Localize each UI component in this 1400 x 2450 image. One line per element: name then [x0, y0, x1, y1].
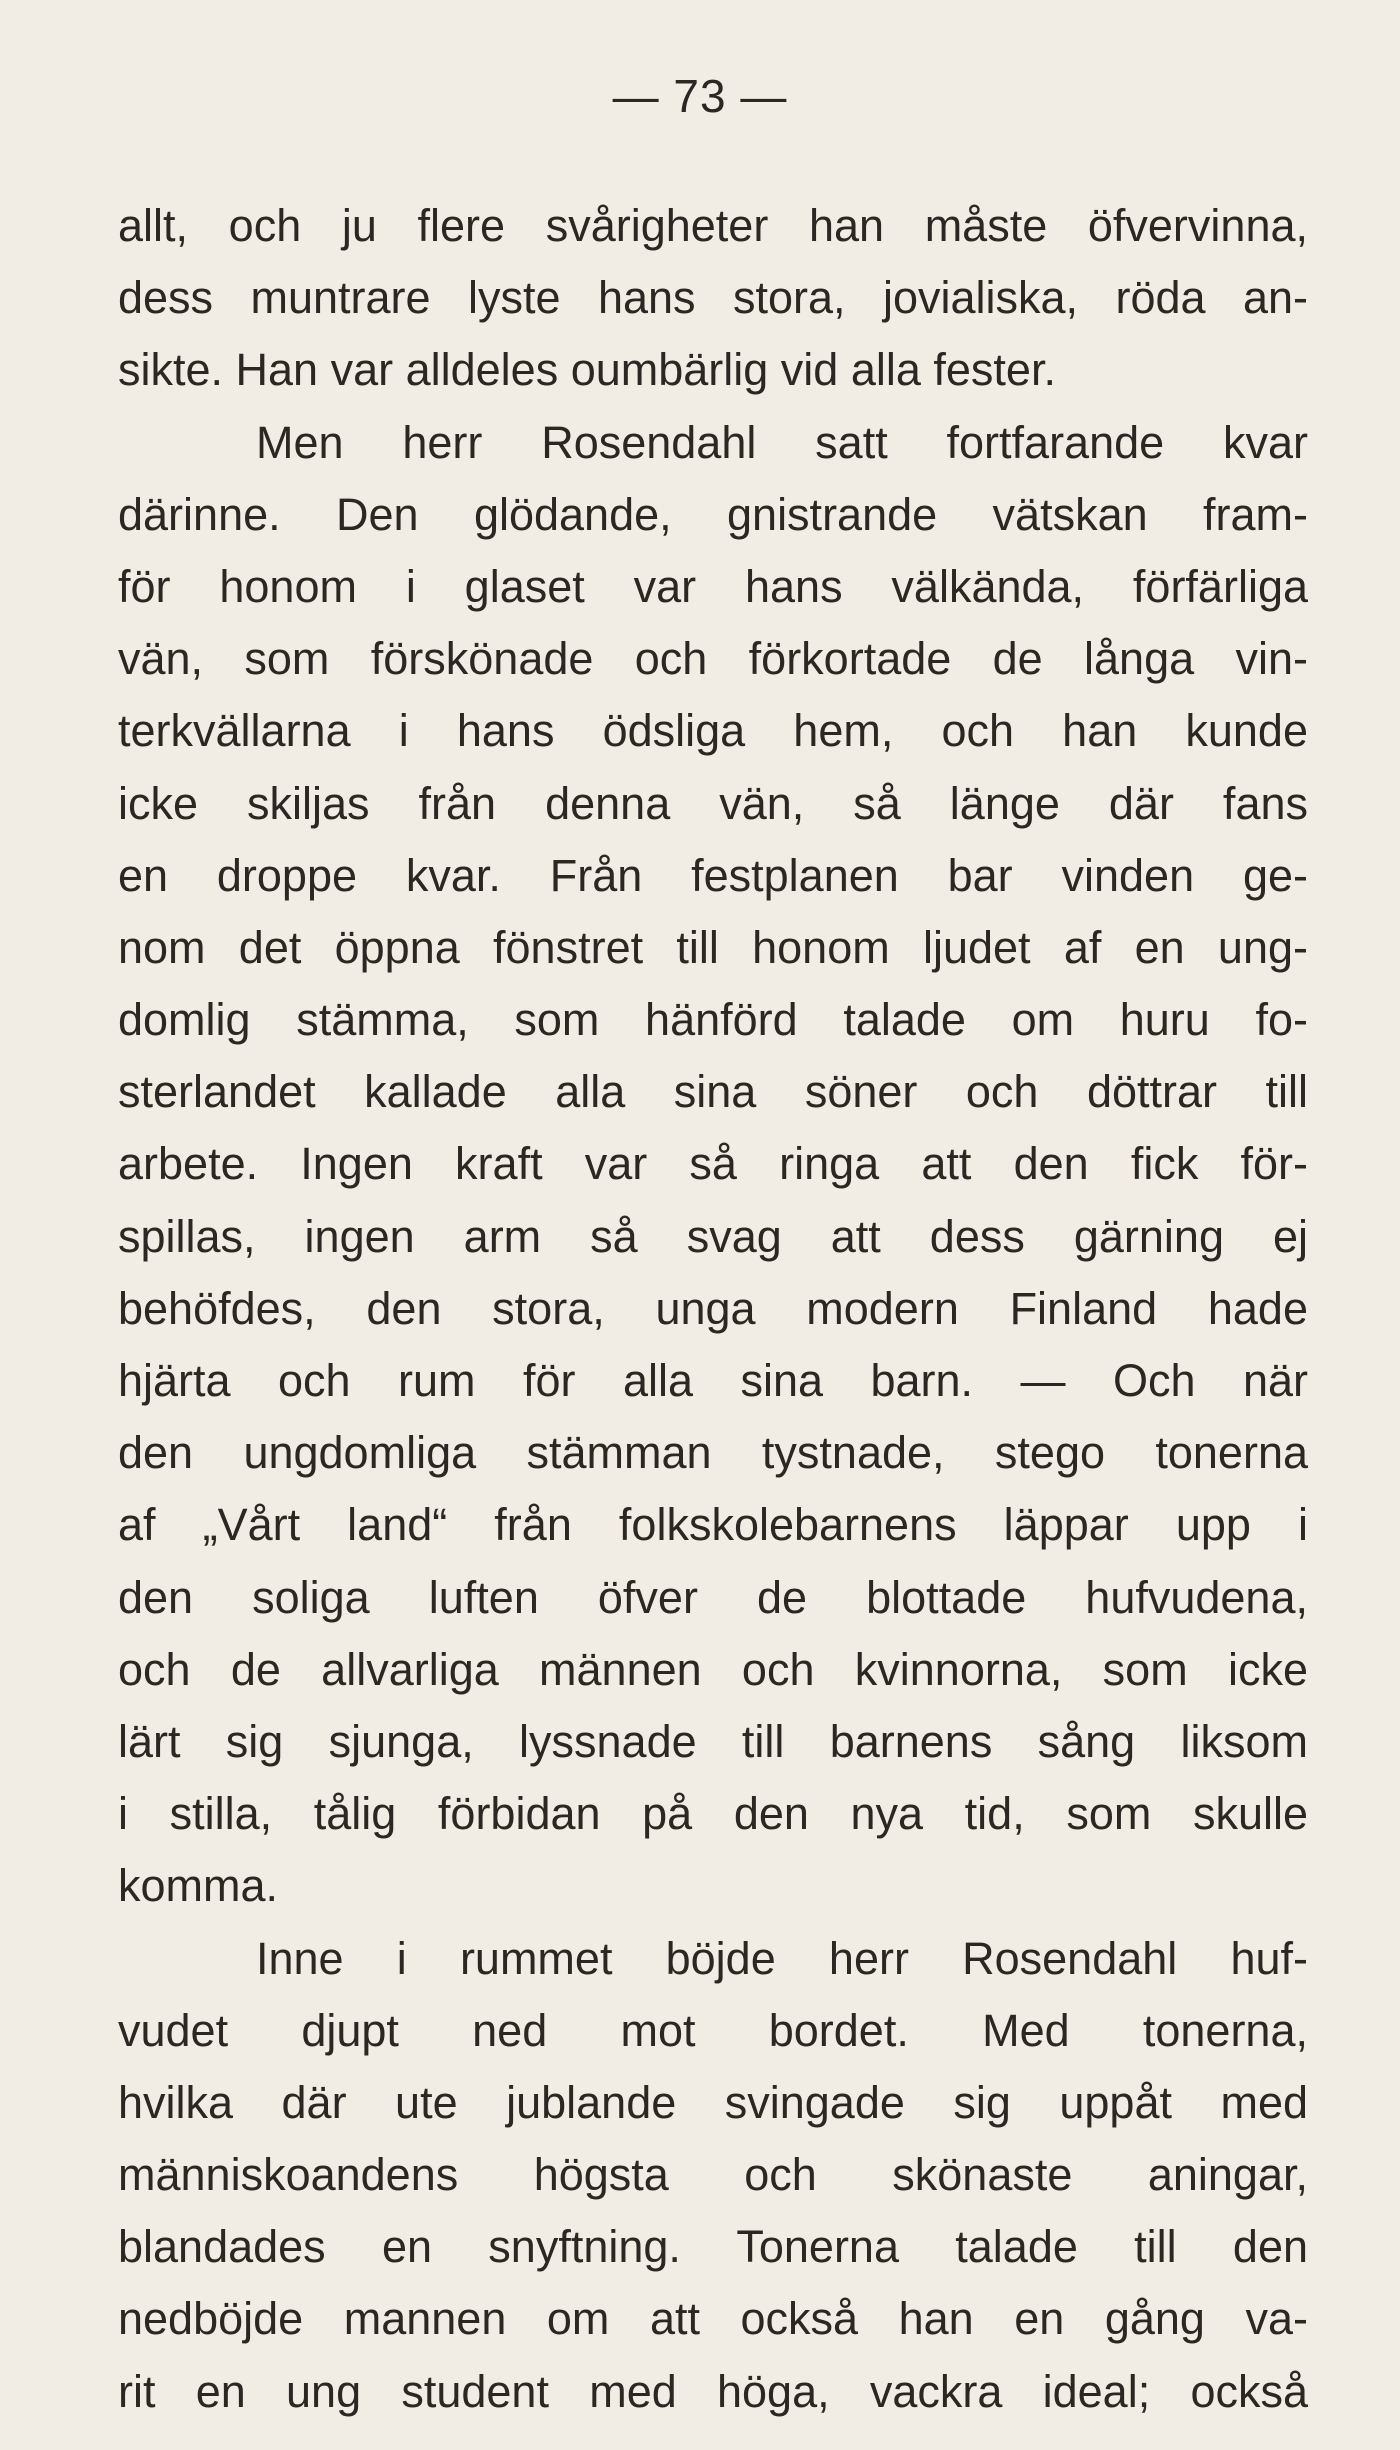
text-line: därinne. Den glödande, gnistrande vätskan fram- — [118, 488, 1308, 540]
text-line: terkvällarna i hans ödsliga hem, och han kunde — [118, 705, 1308, 757]
text-line: nedböjde mannen om att också han en gång va- — [118, 2293, 1308, 2345]
text-line: och de allvarliga männen och kvinnorna, som icke — [118, 1643, 1308, 1695]
body-text — [118, 190, 1308, 2428]
text-line: en droppe kvar. Från festplanen bar vinden ge- — [118, 849, 1308, 901]
text-line: icke skiljas från denna vän, så länge där fans — [118, 777, 1308, 829]
text-line: i stilla, tålig förbidan på den nya tid, som skulle — [118, 1788, 1308, 1840]
text-line: dess muntrare lyste hans stora, jovialiska, röda an- — [118, 272, 1308, 324]
text-line: behöfdes, den stora, unga modern Finland hade — [118, 1282, 1308, 1334]
text-line: vudet djupt ned mot bordet. Med tonerna, — [118, 2004, 1308, 2056]
text-line: den soliga luften öfver de blottade hufvudena, — [118, 1571, 1308, 1623]
text-line: vän, som förskönade och förkortade de långa vin- — [118, 633, 1308, 685]
text-line: Men herr Rosendahl satt fortfarande kvar — [256, 416, 1308, 468]
text-line: för honom i glaset var hans välkända, förfärliga — [118, 560, 1308, 612]
text-line: nom det öppna fönstret till honom ljudet af en ung- — [118, 921, 1308, 973]
text-line: arbete. Ingen kraft var så ringa att den fick för- — [118, 1138, 1308, 1190]
text-line: sikte. Han var alldeles oumbärlig vid alla fester. — [118, 344, 1056, 396]
page-number: — 73 — — [612, 70, 788, 122]
text-line: hjärta och rum för alla sina barn. — Och när — [118, 1355, 1308, 1406]
text-line: af „Vårt land“ från folkskolebarnens läppar upp i — [118, 1499, 1308, 1551]
text-line: hvilka där ute jublande svingade sig uppåt med — [118, 2076, 1308, 2128]
text-line: lärt sig sjunga, lyssnade till barnens sång liksom — [118, 1715, 1308, 1767]
text-line: människoandens högsta och skönaste aningar, — [118, 2149, 1308, 2201]
text-line: Inne i rummet böjde herr Rosendahl huf- — [256, 1932, 1308, 1984]
text-line: den ungdomliga stämman tystnade, stego tonerna — [118, 1427, 1308, 1479]
text-line: rit en ung student med höga, vackra ideal; också — [118, 2365, 1308, 2417]
text-line: komma. — [118, 1860, 279, 1912]
text-line: spillas, ingen arm så svag att dess gärning ej — [118, 1210, 1308, 1262]
text-line: blandades en snyftning. Tonerna talade till den — [118, 2221, 1308, 2273]
text-line: sterlandet kallade alla sina söner och döttrar till — [118, 1066, 1308, 1118]
text-line: domlig stämma, som hänförd talade om huru fo- — [118, 994, 1308, 1046]
text-line: allt, och ju flere svårigheter han måste öfvervinna, — [118, 200, 1308, 251]
